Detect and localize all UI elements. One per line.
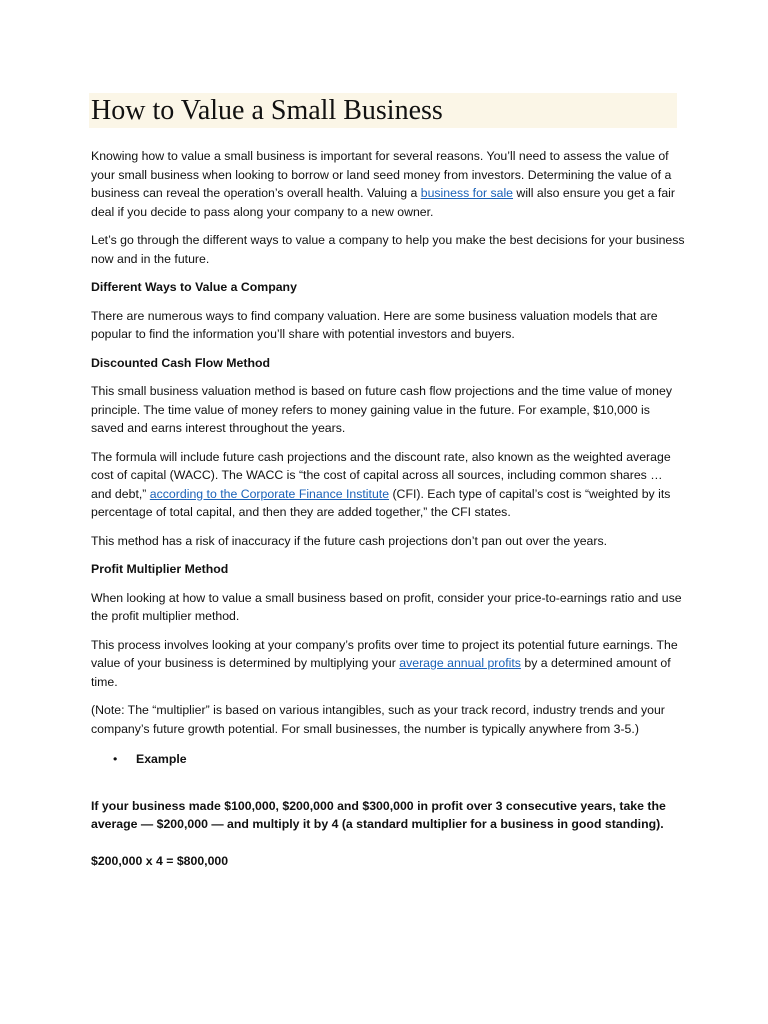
dcf-text-2: (CFI). Each type of capital’s cost is “weighted by its percentage of total capital, and then they are added together,” the CFI states.	[91, 486, 671, 519]
intro-text-1: Knowing how to value a small business is important for several reasons. You’ll need to assess the value of your small business when looking to borrow or land seed money from investors. Determining the value of a business can reveal the operation’s overall health. Valuing a	[91, 149, 672, 200]
ways-paragraph: There are numerous ways to find company valuation. Here are some business valuation models that are popular to find the information you’ll share with potential investors and buyers.	[91, 308, 658, 341]
business-for-sale-link[interactable]: business for sale	[420, 186, 514, 200]
page-title: How to Value a Small Business	[91, 95, 443, 126]
note-paragraph: (Note: The “multiplier” is based on various intangibles, such as your track record, industry trends and your company’s future growth potential. For small businesses, the number is typically anywhere from 3-5.)	[91, 703, 665, 736]
overview-paragraph: Let’s go through the different ways to value a company to help you make the best decisions for your business now and in the future.	[91, 233, 685, 266]
bullet-icon: •	[113, 752, 118, 766]
list-item	[91, 750, 686, 769]
dcf-text-1: The formula will include future cash projections and the discount rate, also known as the weighted average cost of capital (WACC). The WACC is “the cost of capital across all sources, including common shares … and debt,”	[91, 449, 671, 501]
heading-profit-multiplier: Profit Multiplier Method	[91, 562, 229, 576]
article-body	[91, 147, 686, 880]
profit-paragraph-1: When looking at how to value a small business based on profit, consider your price-to-earnings ratio and use the profit multiplier method.	[91, 590, 682, 623]
dcf-paragraph-2	[91, 448, 686, 522]
profit-text-1: This process involves looking at your company’s profits over time to project its potential future earnings. The value of your business is determined by multiplying your	[91, 637, 678, 670]
example-paragraph: If your business made $100,000, $200,000 and $300,000 in profit over 3 consecutive years, take the average — $200,000 — and multiply it by 4 (a standard multiplier for a business in good standing).	[91, 798, 666, 831]
average-annual-profits-link[interactable]: average annual profits	[399, 656, 521, 670]
corporate-finance-institute-link[interactable]: according to the Corporate Finance Institute	[149, 486, 390, 501]
profit-text-2: by a determined amount of time.	[91, 656, 671, 689]
profit-paragraph-2	[91, 636, 686, 692]
example-label: Example	[136, 752, 187, 766]
heading-different-ways: Different Ways to Value a Company	[91, 280, 297, 294]
example-list	[91, 750, 686, 769]
heading-discounted-cash-flow: Discounted Cash Flow Method	[91, 355, 270, 370]
intro-paragraph	[91, 147, 686, 221]
dcf-paragraph-3: This method has a risk of inaccuracy if the future cash projections don’t pan out over the years.	[91, 533, 608, 548]
intro-text-2: will also ensure you get a fair deal if you decide to pass along your company to a new owner.	[91, 186, 676, 219]
formula-paragraph: $200,000 x 4 = $800,000	[91, 853, 229, 868]
dcf-paragraph-1: This small business valuation method is based on future cash flow projections and the time value of money principle. The time value of money refers to money gaining value in the future. For example, $10,000 is saved and earns interest throughout the years.	[91, 384, 672, 435]
